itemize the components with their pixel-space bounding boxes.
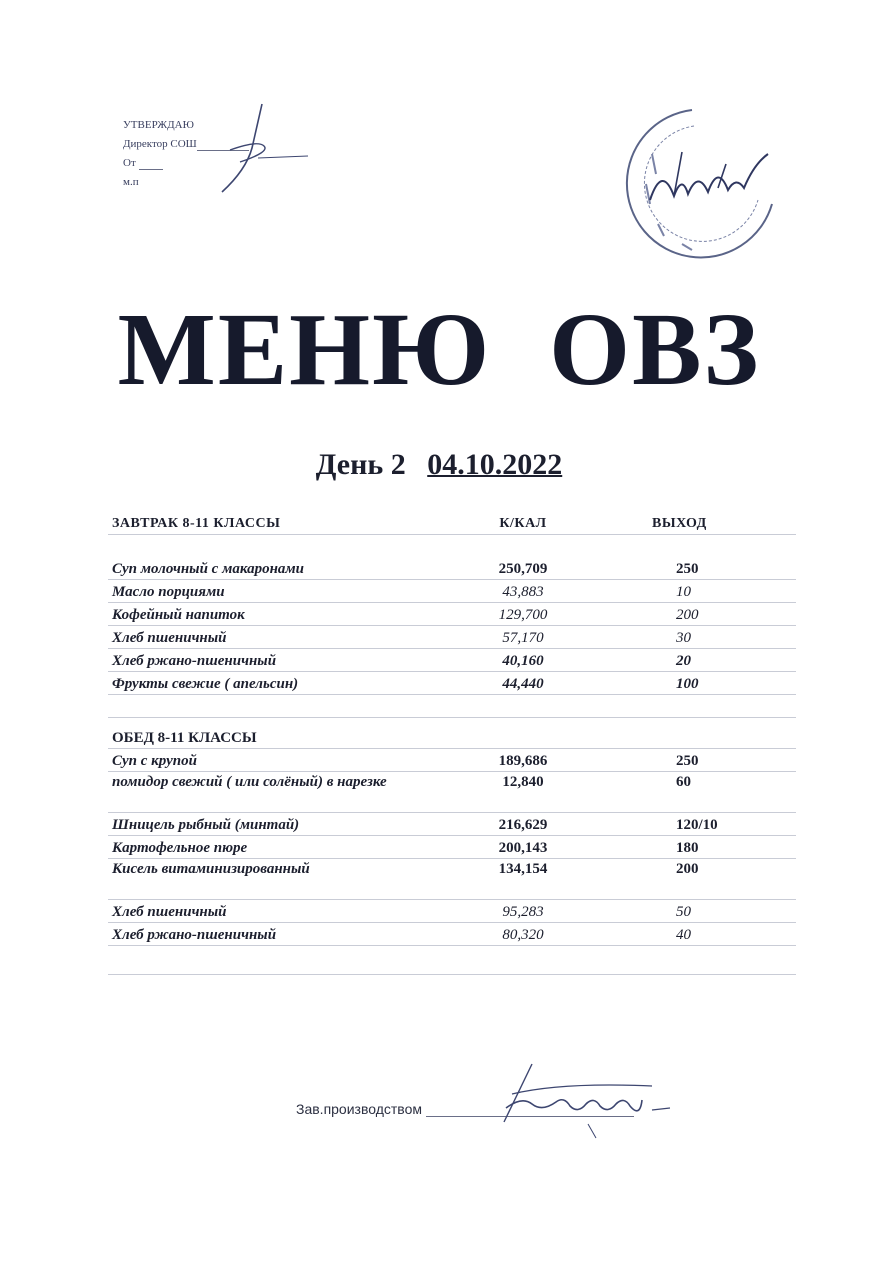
approval-date-line	[139, 157, 164, 170]
dish-name: Шницель рыбный (минтай)	[108, 813, 448, 836]
table-row	[108, 900, 796, 923]
dish-name: Хлеб пшеничный	[108, 626, 448, 649]
dish-kcal: 134,154	[448, 859, 598, 900]
day-label: День 2	[315, 448, 406, 481]
dish-name: Хлеб пшеничный	[108, 900, 448, 923]
dish-kcal: 80,320	[448, 923, 598, 946]
dish-name: Картофельное пюре	[108, 836, 448, 859]
dish-output: 250	[598, 749, 796, 772]
school-stamp	[622, 104, 782, 264]
director-signature	[200, 100, 310, 200]
header-meal: ЗАВТРАК 8-11 КЛАССЫ	[108, 506, 448, 535]
table-header	[108, 506, 796, 535]
dish-output: 50	[598, 900, 796, 923]
dish-output: 120/10	[598, 813, 796, 836]
dish-output: 180	[598, 836, 796, 859]
dish-kcal: 216,629	[448, 813, 598, 836]
dish-kcal: 40,160	[448, 649, 598, 672]
table-row	[108, 923, 796, 946]
approval-date-label: От	[123, 157, 136, 169]
dish-kcal: 250,709	[448, 535, 598, 580]
production-head-signature	[492, 1052, 682, 1142]
dish-kcal: 43,883	[448, 580, 598, 603]
page-title: МЕНЮ ОВЗ	[117, 292, 761, 407]
table-row	[108, 580, 796, 603]
dish-kcal: 95,283	[448, 900, 598, 923]
dish-name: Фрукты свежие ( апельсин)	[108, 672, 448, 695]
table-row	[108, 535, 796, 580]
dish-name: помидор свежий ( или солёный) в нарезке	[108, 772, 448, 813]
dish-output: 200	[598, 859, 796, 900]
lunch-title: ОБЕД 8-11 КЛАССЫ	[108, 718, 448, 749]
page-subtitle	[0, 448, 878, 482]
table-row	[108, 813, 796, 836]
dish-kcal: 57,170	[448, 626, 598, 649]
table-row	[108, 772, 796, 813]
approval-director: Директор СОШ	[123, 138, 197, 150]
dish-output: 10	[598, 580, 796, 603]
dish-output: 250	[598, 535, 796, 580]
header-output: ВЫХОД	[598, 506, 796, 535]
table-row	[108, 749, 796, 772]
table-row	[108, 859, 796, 900]
table-row	[108, 626, 796, 649]
dish-kcal: 12,840	[448, 772, 598, 813]
table-spacer-row	[108, 695, 796, 718]
header-kcal: К/КАЛ	[448, 506, 598, 535]
menu-date: 04.10.2022	[427, 448, 563, 481]
dish-name: Хлеб ржано-пшеничный	[108, 923, 448, 946]
dish-output: 30	[598, 626, 796, 649]
dish-output: 60	[598, 772, 796, 813]
dish-output: 100	[598, 672, 796, 695]
table-spacer-row	[108, 946, 796, 975]
dish-kcal: 44,440	[448, 672, 598, 695]
table-row	[108, 649, 796, 672]
approval-title: УТВЕРЖДАЮ	[123, 119, 194, 131]
table-row	[108, 672, 796, 695]
dish-kcal: 189,686	[448, 749, 598, 772]
dish-name: Суп с крупой	[108, 749, 448, 772]
dish-output: 40	[598, 923, 796, 946]
dish-name: Масло порциями	[108, 580, 448, 603]
table-row	[108, 603, 796, 626]
dish-output: 20	[598, 649, 796, 672]
dish-name: Кисель витаминизированный	[108, 859, 448, 900]
dish-name: Суп молочный с макаронами	[108, 535, 448, 580]
dish-name: Хлеб ржано-пшеничный	[108, 649, 448, 672]
menu-table	[108, 506, 796, 975]
footer-label: Зав.производством	[296, 1101, 422, 1117]
lunch-section-row	[108, 718, 796, 749]
dish-output: 200	[598, 603, 796, 626]
dish-kcal: 129,700	[448, 603, 598, 626]
dish-kcal: 200,143	[448, 836, 598, 859]
approval-seal-place: м.п	[123, 176, 139, 188]
dish-name: Кофейный напиток	[108, 603, 448, 626]
table-row	[108, 836, 796, 859]
